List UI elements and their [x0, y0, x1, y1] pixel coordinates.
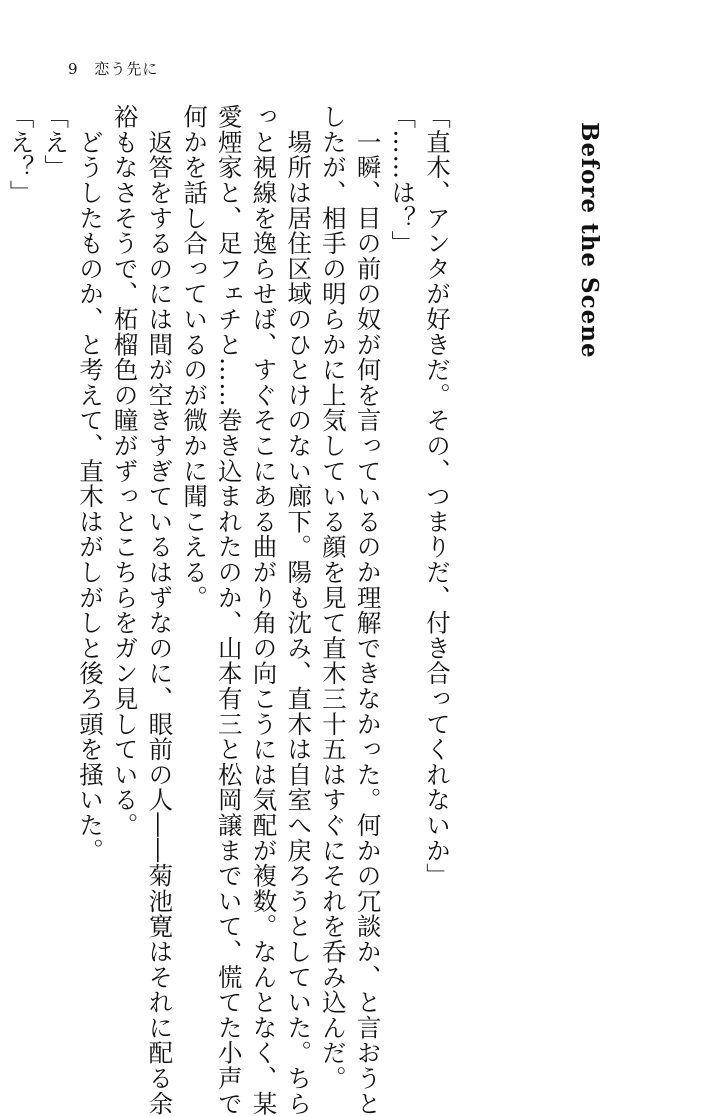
text-line — [0, 104, 3, 1014]
text-line: 何かを話し合っているのが微かに聞こえる。 — [180, 104, 210, 610]
running-header — [68, 58, 158, 79]
text-line: 返答をするのには間が空きすぎているはずなのに、眼前の人――菊池寛はそれに配る余 — [145, 104, 175, 1116]
chapter-title: Before the Scene — [576, 122, 603, 359]
text-line: したが、相手の明らかに上気している顔を見て直木三十五はすぐにそれを呑み込んだ。 — [318, 104, 348, 1091]
text-line: 「……は？」 — [388, 104, 418, 256]
running-title: 恋う先に — [94, 60, 159, 78]
page-number: 9 — [68, 60, 79, 78]
text-line: 裕もなさそうで、柘榴色の瞳がずっとこちらをガン見している。 — [110, 104, 140, 838]
text-line: どうしたものか、と考えて、直木はがしがしと後ろ頭を掻いた。 — [75, 104, 105, 863]
text-line: 愛煙家と、足フェチと……巻き込まれたのか、山本有三と松岡譲までいて、慌てた小声で — [214, 104, 244, 1116]
text-line: っと視線を逸らせば、すぐそこにある曲がり角の向こうには気配が複数。なんとなく、某 — [249, 104, 279, 1116]
text-line: 一瞬、目の前の奴が何を言っているのか理解できなかった。何かの冗談か、と言おうと — [353, 104, 383, 1116]
text-line: 「直木、アンタが好きだ。その、つまりだ、付き合ってくれないか」 — [423, 104, 452, 889]
text-line: 場所は居住区域のひとけのない廊下。陽も沈み、直木は自室へ戻ろうとしていた。ちら — [284, 104, 314, 1116]
text-line: 「え」 — [41, 104, 71, 180]
body-text — [0, 104, 454, 1116]
text-line: 「え？」 — [6, 104, 36, 206]
